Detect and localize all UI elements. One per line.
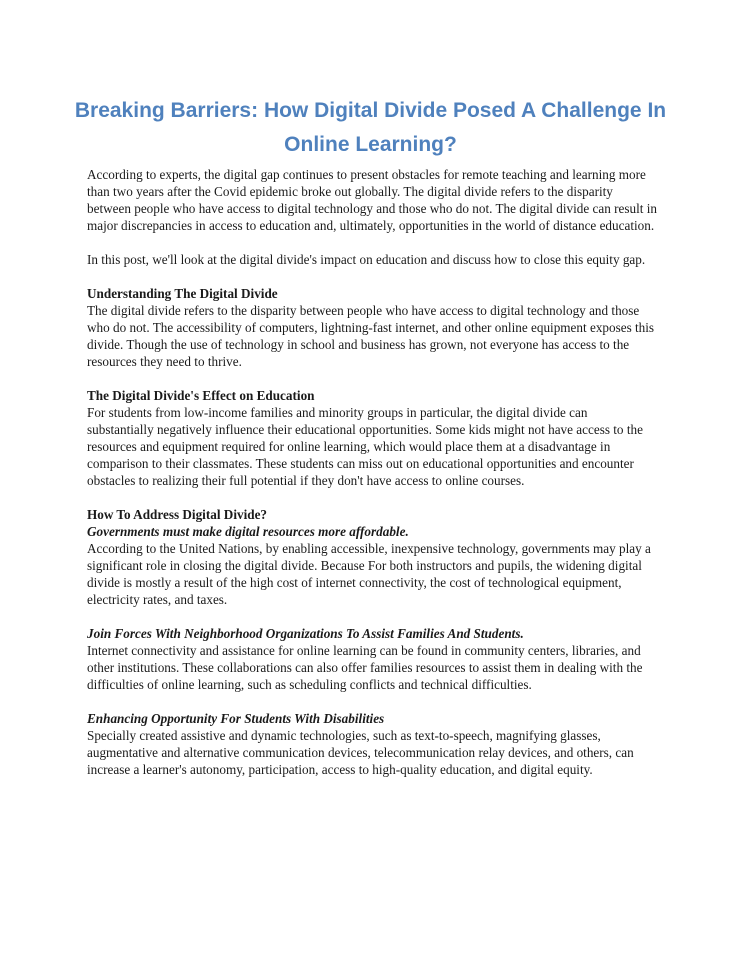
section-address — [87, 506, 657, 608]
section-text: The digital divide refers to the disparity between people who have access to digital technology and those who do not. The accessibility of computers, lightning-fast internet, and other online equipment exposes this divide. Though the use of technology in school and business has grown, not everyone has access to the resources they need to thrive. — [87, 303, 655, 369]
intro-paragraph-1: According to experts, the digital gap continues to present obstacles for remote teaching and learning more than two years after the Covid epidemic broke out globally. The digital divide refers to the disparity between people who have access to digital technology and those who do not. The digital divide can result in major discrepancies in access to education and, ultimately, opportunities in the world of distance education. — [87, 167, 657, 233]
section-effect-on-education — [87, 387, 657, 489]
subsection-text: Specially created assistive and dynamic technologies, such as text-to-speech, magnifying glasses, augmentative and alternative communication devices, telecommunication relay devices, and others, can increase a learner's autonomy, participation, access to high-quality education, and digital equity. — [87, 728, 634, 777]
subsection-heading: Join Forces With Neighborhood Organizations To Assist Families And Students. — [87, 626, 524, 641]
section-heading: The Digital Divide's Effect on Education — [87, 388, 315, 403]
section-heading: How To Address Digital Divide? — [87, 507, 268, 522]
section-heading: Understanding The Digital Divide — [87, 286, 278, 301]
subsection-neighborhood — [87, 625, 657, 693]
document-title: Breaking Barriers: How Digital Divide Posed A Challenge In Online Learning? — [74, 99, 667, 156]
subsection-disabilities — [87, 710, 657, 778]
subsection-heading: Governments must make digital resources more affordable. — [87, 524, 409, 539]
subsection-text: Internet connectivity and assistance for online learning can be found in community centers, libraries, and other institutions. These collaborations can also offer families resources to assist them in dealing with the difficulties of online learning, such as scheduling conflicts and technical difficulties. — [87, 643, 643, 692]
intro-paragraph-2: In this post, we'll look at the digital divide's impact on education and discuss how to close this equity gap. — [87, 252, 646, 267]
subsection-heading: Enhancing Opportunity For Students With Disabilities — [87, 711, 385, 726]
section-understanding — [87, 285, 657, 370]
subsection-text: According to the United Nations, by enabling accessible, inexpensive technology, governments may play a significant role in closing the digital divide. Because For both instructors and pupils, the widening digital divide is mostly a result of the high cost of internet connectivity, the cost of technological equipment, electricity rates, and taxes. — [87, 541, 651, 607]
section-text: For students from low-income families and minority groups in particular, the digital divide can substantially negatively influence their educational opportunities. Some kids might not have access to the resources and equipment required for online learning, which would place them at a disadvantage in comparison to their classmates. These students can miss out on educational opportunities and encounter obstacles to realizing their full potential if they don't have access to online courses. — [87, 405, 643, 488]
document-body — [87, 166, 657, 795]
